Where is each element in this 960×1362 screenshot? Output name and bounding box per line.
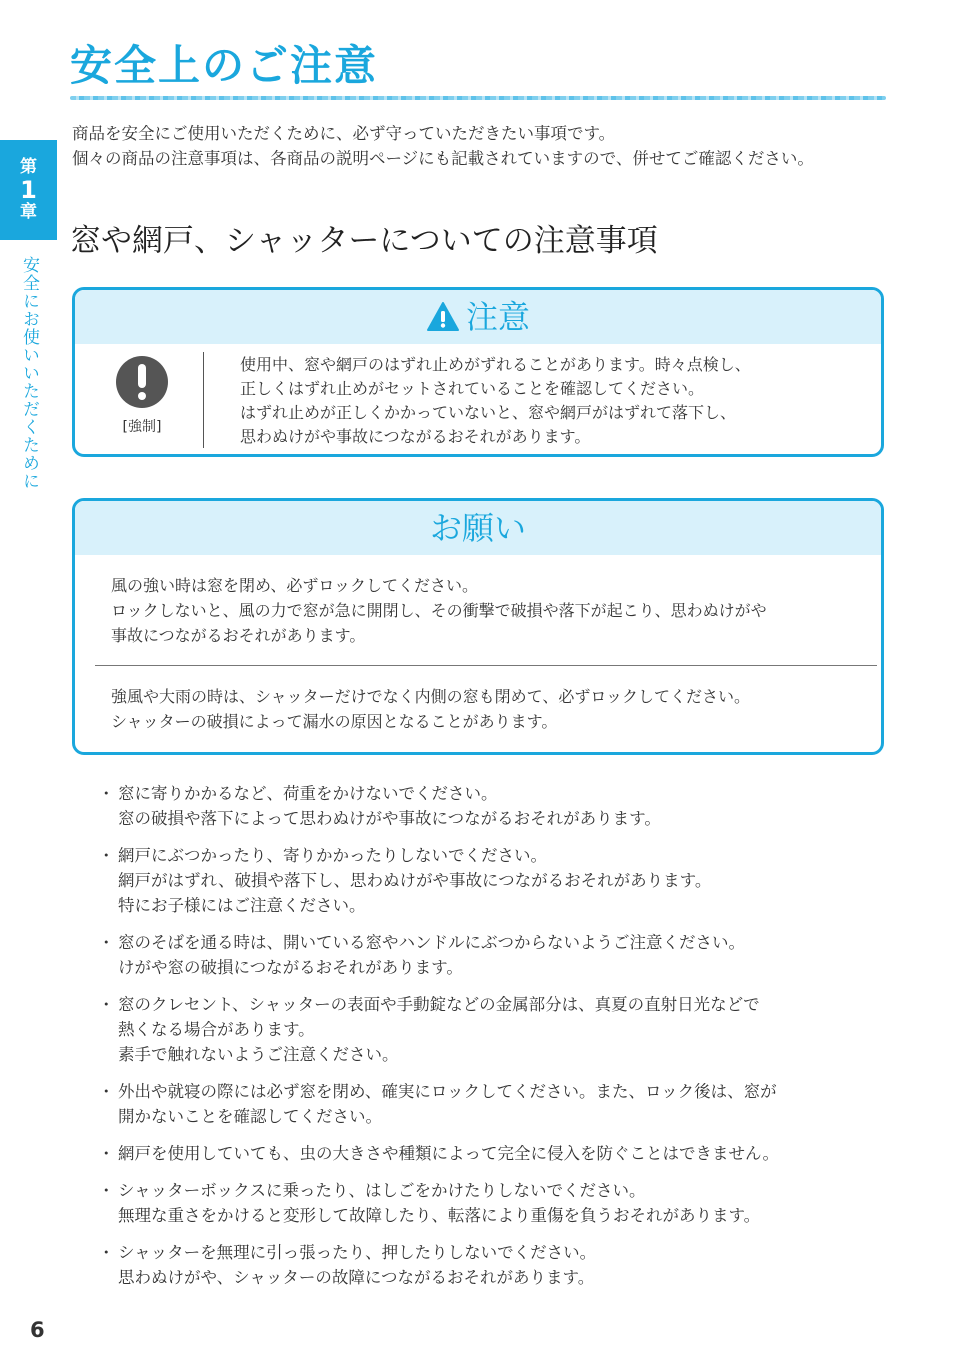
list-item: [98, 992, 888, 1067]
list-item: [98, 930, 888, 980]
note-line: ・ 窓のそばを通る時は、開いている窓やハンドルにぶつからないようご注意ください。: [98, 930, 888, 955]
note-line: 特にお子様にはご注意ください。: [118, 896, 366, 915]
request-header: お願い: [75, 501, 881, 555]
caution-text: [240, 353, 751, 449]
request-divider: [95, 665, 877, 666]
list-item: [98, 843, 888, 918]
request-line: ロックしないと、風の力で窓が急に開閉し、その衝撃で破損や落下が起こり、思わぬけがや: [111, 601, 767, 620]
note-line: 思わぬけがや、シャッターの故障につながるおそれがあります。: [118, 1268, 595, 1287]
chapter-suffix: 章: [20, 202, 37, 223]
mandatory-label: [強制]: [122, 419, 162, 435]
caution-header: [75, 290, 881, 344]
note-line: ・ 外出や就寝の際には必ず窓を閉め、確実にロックしてください。また、ロック後は、窓が: [98, 1079, 888, 1104]
note-line: 網戸がはずれ、破損や落下し、思わぬけがや事故につながるおそれがあります。: [118, 871, 712, 890]
intro-text: [72, 121, 902, 171]
caution-body: [75, 344, 881, 454]
mandatory-symbol: [111, 356, 173, 436]
request-body: [75, 555, 881, 734]
note-line: ・ シャッターを無理に引っ張ったり、押したりしないでください。: [98, 1240, 888, 1265]
chapter-number: 1: [20, 175, 37, 204]
exclamation-circle-icon: [116, 356, 168, 408]
warning-triangle-icon: [426, 300, 460, 334]
note-line: ・ 窓に寄りかかるなど、荷重をかけないでください。: [98, 781, 888, 806]
intro-line: 個々の商品の注意事項は、各商品の説明ページにも記載されていますので、併せてご確認ください。: [72, 149, 814, 168]
caution-line: 正しくはずれ止めがセットされていることを確認してください。: [240, 379, 705, 398]
page-title: 安全上のご注意: [70, 41, 379, 90]
chapter-prefix: 第: [20, 157, 37, 178]
intro-line: 商品を安全にご使用いただくために、必ず守っていただきたい事項です。: [72, 124, 616, 143]
note-line: ・ シャッターボックスに乗ったり、はしごをかけたりしないでください。: [98, 1178, 888, 1203]
caution-line: 使用中、窓や網戸のはずれ止めがずれることがあります。時々点検し、: [240, 355, 751, 374]
caution-divider: [203, 352, 204, 448]
page-number: 6: [30, 1318, 45, 1342]
chapter-tab: [0, 140, 57, 240]
note-line: 窓の破損や落下によって思わぬけがや事故につながるおそれがあります。: [118, 809, 661, 828]
chapter-section-label: 安全にお使いいただくために: [19, 256, 39, 490]
section-title: 窓や網戸、シャッターについての注意事項: [70, 223, 658, 259]
request-line: 強風や大雨の時は、シャッターだけでなく内側の窓も閉めて、必ずロックしてください。: [111, 687, 751, 706]
note-line: 無理な重さをかけると変形して故障したり、転落により重傷を負うおそれがあります。: [118, 1206, 761, 1225]
list-item: [98, 1178, 888, 1228]
list-item: [98, 1079, 888, 1129]
list-item: [98, 1240, 888, 1290]
note-line: 素手で触れないようご注意ください。: [118, 1045, 399, 1064]
request-box: [72, 498, 884, 755]
caution-box: [72, 287, 884, 457]
request-line: シャッターの破損によって漏水の原因となることがあります。: [111, 712, 558, 731]
notes-list: [98, 781, 888, 1302]
caution-line: はずれ止めが正しくかかっていないと、窓や網戸がはずれて落下し、: [240, 403, 737, 422]
note-line: ・ 網戸にぶつかったり、寄りかかったりしないでください。: [98, 843, 888, 868]
caution-line: 思わぬけがや事故につながるおそれがあります。: [240, 427, 591, 446]
note-line: ・ 窓のクレセント、シャッターの表面や手動錠などの金属部分は、真夏の直射日光などで: [98, 992, 888, 1017]
note-line: 開かないことを確認してください。: [118, 1107, 382, 1126]
note-line: ・ 網戸を使用していても、虫の大きさや種類によって完全に侵入を防ぐことはできません。: [98, 1141, 888, 1166]
note-line: けがや窓の破損につながるおそれがあります。: [118, 958, 463, 977]
note-line: 熱くなる場合があります。: [118, 1020, 315, 1039]
title-divider: [70, 96, 886, 100]
request-line: 風の強い時は窓を閉め、必ずロックしてください。: [111, 576, 479, 595]
request-line: 事故につながるおそれがあります。: [111, 626, 366, 645]
list-item: [98, 1141, 888, 1166]
caution-heading: 注意: [465, 298, 530, 336]
list-item: [98, 781, 888, 831]
